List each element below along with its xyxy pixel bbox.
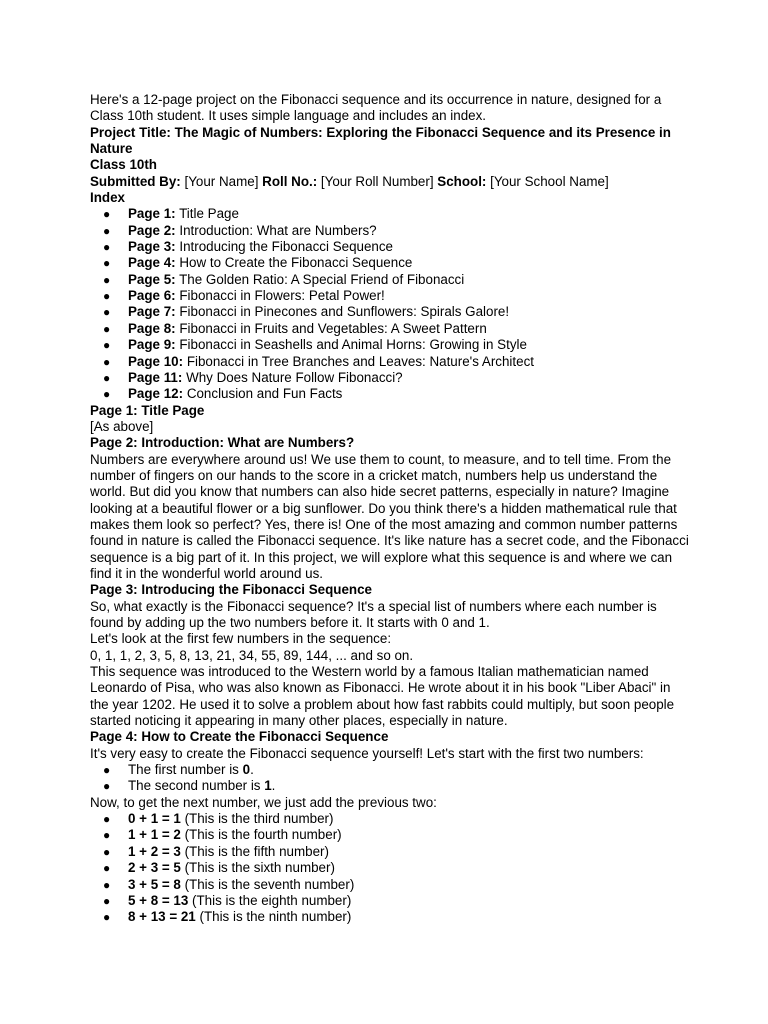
document-page (90, 92, 690, 926)
index-item-title: The Golden Ratio: A Special Friend of Fibonacci (175, 271, 465, 287)
sum-equation: 2 + 3 = 5 (128, 860, 181, 876)
index-item (90, 223, 690, 239)
sum-equation: 8 + 13 = 21 (128, 909, 196, 925)
roll-value: [Your Roll Number] (317, 173, 438, 189)
list-item (90, 893, 690, 909)
index-item-page: Page 9: (128, 337, 176, 353)
index-item (90, 370, 690, 386)
index-item-title: How to Create the Fibonacci Sequence (175, 255, 413, 271)
bullet-icon: ● (103, 387, 111, 402)
index-item (90, 337, 690, 353)
bullet-icon: ● (103, 844, 111, 859)
index-item (90, 321, 690, 337)
list-item-punct: . (271, 778, 276, 794)
list-item (90, 762, 690, 778)
bullet-icon: ● (103, 223, 111, 238)
intro-paragraph: Here's a 12-page project on the Fibonacci sequence and its occurrence in nature, designed for a Class 10th student. It uses simple language and includes an index. (90, 92, 662, 124)
bullet-icon: ● (103, 272, 111, 287)
page4-paragraph: It's very easy to create the Fibonacci sequence yourself! Let's start with the first two numbers: (90, 745, 644, 761)
index-item (90, 354, 690, 370)
sum-note: (This is the ninth number) (195, 909, 352, 925)
index-item-title: Fibonacci in Fruits and Vegetables: A Sweet Pattern (175, 320, 487, 336)
bullet-icon: ● (103, 354, 111, 369)
index-item-title: Why Does Nature Follow Fibonacci? (182, 369, 403, 385)
index-item-title: Fibonacci in Seashells and Animal Horns: Growing in Style (175, 337, 527, 353)
page3-heading: Page 3: Introducing the Fibonacci Sequence (90, 582, 372, 598)
list-item-number: 0 (242, 762, 251, 778)
school-label: School: (437, 173, 487, 189)
page1-heading: Page 1: Title Page (90, 402, 205, 418)
sum-note: (This is the eighth number) (188, 892, 352, 908)
index-item (90, 272, 690, 288)
list-item (90, 844, 690, 860)
list-item (90, 827, 690, 843)
index-item (90, 239, 690, 255)
bullet-icon: ● (103, 370, 111, 385)
index-item-title: Introducing the Fibonacci Sequence (175, 239, 394, 255)
bullet-icon: ● (103, 861, 111, 876)
bullet-icon: ● (103, 256, 111, 271)
index-heading: Index (90, 190, 125, 206)
sums-list (90, 811, 690, 925)
submission-line (90, 174, 690, 190)
bullet-icon: ● (103, 305, 111, 320)
bullet-icon: ● (103, 877, 111, 892)
sum-note: (This is the sixth number) (180, 860, 335, 876)
bullet-icon: ● (103, 240, 111, 255)
bullet-icon: ● (103, 207, 111, 222)
index-item (90, 288, 690, 304)
list-item (90, 811, 690, 827)
index-item (90, 255, 690, 271)
sum-equation: 5 + 8 = 13 (128, 892, 189, 908)
index-item (90, 206, 690, 222)
sum-equation: 3 + 5 = 8 (128, 876, 181, 892)
list-item-punct: . (250, 762, 254, 778)
list-item-text: The second number is (128, 778, 265, 794)
page4-heading: Page 4: How to Create the Fibonacci Sequence (90, 729, 389, 745)
sum-note: (This is the fourth number) (180, 827, 342, 843)
index-item-page: Page 11: (128, 369, 183, 385)
bullet-icon: ● (103, 828, 111, 843)
bullet-icon: ● (103, 779, 111, 794)
index-item-title: Title Page (175, 206, 239, 222)
submitted-label: Submitted By: (90, 173, 181, 189)
list-item (90, 909, 690, 925)
list-item-text: The first number is (128, 762, 243, 778)
page4-paragraph: Now, to get the next number, we just add the previous two: (90, 794, 437, 810)
page3-paragraph: Let's look at the first few numbers in the sequence: (90, 631, 392, 647)
bullet-icon: ● (103, 321, 111, 336)
index-item-page: Page 12: (128, 386, 184, 402)
sum-note: (This is the seventh number) (180, 876, 355, 892)
page3-paragraph: This sequence was introduced to the Western world by a famous Italian mathematician named Leonardo of Pisa, who was also known as Fibonacci. He wrote about it in his book "Liber Abaci" in the year 1202. He used it to solve a problem about how fast rabbits could multiply, but soon people started noticing it appearing in many other places, especially in nature. (90, 664, 675, 729)
index-item-title: Fibonacci in Pinecones and Sunflowers: Spirals Galore! (175, 304, 510, 320)
index-item-page: Page 5: (128, 271, 176, 287)
index-item-page: Page 4: (128, 255, 176, 271)
bullet-icon: ● (103, 812, 111, 827)
fibonacci-numbers-line: 0, 1, 1, 2, 3, 5, 8, 13, 21, 34, 55, 89, 144, ... and so on. (90, 647, 414, 663)
bullet-icon: ● (103, 289, 111, 304)
sum-equation: 1 + 2 = 3 (128, 843, 181, 859)
index-list (90, 206, 690, 402)
index-item-page: Page 3: (128, 239, 176, 255)
index-item-page: Page 8: (128, 320, 176, 336)
bullet-icon: ● (103, 910, 111, 925)
index-item-page: Page 2: (128, 222, 176, 238)
index-item-title: Introduction: What are Numbers? (175, 222, 377, 238)
roll-label: Roll No.: (262, 173, 318, 189)
index-item-title: Fibonacci in Flowers: Petal Power! (175, 288, 385, 304)
list-item (90, 860, 690, 876)
sum-equation: 0 + 1 = 1 (128, 811, 181, 827)
page2-heading: Page 2: Introduction: What are Numbers? (90, 435, 355, 451)
bullet-icon: ● (103, 338, 111, 353)
index-item (90, 386, 690, 402)
index-item-page: Page 7: (128, 304, 176, 320)
sum-note: (This is the third number) (180, 811, 334, 827)
project-title: Project Title: The Magic of Numbers: Exploring the Fibonacci Sequence and its Presence in Nature (90, 124, 671, 157)
page1-text: [As above] (90, 418, 154, 434)
index-item-page: Page 1: (128, 206, 176, 222)
sum-equation: 1 + 1 = 2 (128, 827, 181, 843)
submitted-value: [Your Name] (180, 173, 263, 189)
page3-paragraph: So, what exactly is the Fibonacci sequence? It's a special list of numbers where each number is found by adding up the two numbers before it. It starts with 0 and 1. (90, 598, 657, 630)
index-item-page: Page 10: (128, 353, 184, 369)
page2-paragraph: Numbers are everywhere around us! We use them to count, to measure, and to tell time. From the number of fingers on our hands to the score in a cricket match, numbers help us understand the world. But did you know that numbers can also hide secret patterns, especially in nature? Imagine looking at a beautiful flower or a big sunflower. Do you think there's a hidden mathematical rule that makes them look so perfect? Yes, there is! One of the most amazing and common number patterns found in nature is called the Fibonacci sequence. It's like nature has a secret code, and the Fibonacci sequence is a big part of it. In this project, we will explore what this sequence is and where we can find it in the wonderful world around us. (90, 451, 689, 581)
index-item-page: Page 6: (128, 288, 176, 304)
index-item (90, 304, 690, 320)
bullet-icon: ● (103, 763, 111, 778)
bullet-icon: ● (103, 893, 111, 908)
index-item-title: Fibonacci in Tree Branches and Leaves: Nature's Architect (183, 353, 534, 369)
first-numbers-list (90, 762, 690, 795)
index-item-title: Conclusion and Fun Facts (183, 386, 343, 402)
school-value: [Your School Name] (486, 173, 609, 189)
class-line: Class 10th (90, 157, 157, 173)
list-item (90, 778, 690, 794)
sum-note: (This is the fifth number) (180, 843, 329, 859)
list-item (90, 877, 690, 893)
list-item-number: 1 (264, 778, 272, 794)
